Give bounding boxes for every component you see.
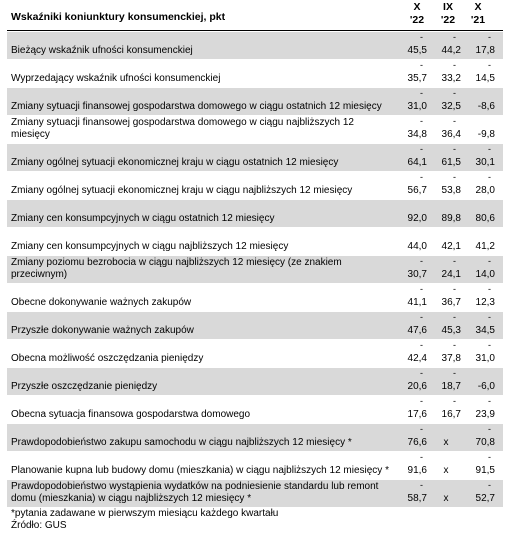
row-value: 36,7 [441, 297, 461, 308]
row-dash-marker: - [420, 312, 423, 322]
row-label: Przyszłe oszczędzanie pieniędzy [11, 381, 158, 392]
footnote: *pytania zadawane w pierwszym miesiącu każdego kwartału [11, 508, 279, 519]
row-value: 42,4 [407, 353, 427, 364]
row-value: -9,8 [477, 129, 495, 140]
row-dash-marker: - [488, 424, 491, 434]
row-dash-marker: - [453, 144, 456, 154]
table-body [7, 31, 503, 507]
row-label: Planowanie kupna lub budowy domu (mieszkania) w ciągu najbliższych 12 miesięcy * [11, 465, 389, 476]
table-row [7, 227, 503, 255]
row-dash-marker: - [420, 256, 423, 266]
row-value: 91,6 [407, 465, 427, 476]
row-value: 56,7 [407, 185, 427, 196]
row-value: 89,8 [441, 213, 461, 224]
row-value: 92,0 [407, 213, 427, 224]
row-value: 45,3 [441, 325, 461, 336]
row-value: x [443, 493, 449, 504]
column-header-x-21: X '21 [470, 1, 486, 26]
row-value: 17,8 [475, 45, 495, 56]
table-row [7, 311, 503, 339]
row-label: Obecna możliwość oszczędzania pieniędzy [11, 353, 204, 364]
table-row [7, 115, 503, 143]
row-dash-marker: - [420, 396, 423, 406]
row-dash-marker: - [453, 368, 456, 378]
row-value: 41,1 [407, 297, 427, 308]
row-dash-marker: - [453, 312, 456, 322]
row-dash-marker: - [488, 144, 491, 154]
row-label: Obecna sytuacja finansowa gospodarstwa domowego [11, 409, 251, 420]
row-value: 80,6 [475, 213, 495, 224]
column-header-x-22: X '22 [409, 1, 425, 26]
table-row [7, 171, 503, 199]
table-row [7, 283, 503, 311]
row-dash-marker: - [420, 284, 423, 294]
row-dash-marker: - [488, 32, 491, 42]
row-value: 16,7 [441, 409, 461, 420]
table-row [7, 451, 503, 479]
row-value: 35,7 [407, 73, 427, 84]
row-dash-marker: - [420, 368, 423, 378]
row-value: 53,8 [441, 185, 461, 196]
row-dash-marker: - [453, 32, 456, 42]
row-value: 58,7 [407, 493, 427, 504]
row-value: -8,6 [477, 101, 495, 112]
row-dash-marker: - [453, 284, 456, 294]
table-row [7, 59, 503, 87]
row-value: x [443, 465, 449, 476]
row-dash-marker: - [453, 396, 456, 406]
row-dash-marker: - [420, 452, 423, 462]
table-row [7, 255, 503, 283]
row-value: 34,8 [407, 129, 427, 140]
row-value: 30,7 [407, 269, 427, 280]
row-value: 37,8 [441, 353, 461, 364]
row-label: Zmiany ogólnej sytuacji ekonomicznej kraju w ciągu ostatnich 12 miesięcy [11, 157, 339, 168]
row-dash-marker: - [488, 60, 491, 70]
row-dash-marker: - [420, 88, 423, 98]
row-dash-marker: - [420, 116, 423, 126]
column-header-ix-22: IX '22 [440, 1, 456, 26]
row-value: 23,9 [475, 409, 495, 420]
row-value: 76,6 [407, 437, 427, 448]
row-value: 28,0 [475, 185, 495, 196]
table-row [7, 199, 503, 227]
table-title: Wskaźniki koniunktury konsumenckiej, pkt [11, 11, 226, 23]
row-label: Zmiany sytuacji finansowej gospodarstwa domowego w ciągu ostatnich 12 miesięcy [11, 101, 382, 112]
row-value: 33,2 [441, 73, 461, 84]
source-note: Źródło: GUS [11, 520, 67, 531]
row-dash-marker: - [453, 340, 456, 350]
row-label: Bieżący wskaźnik ufności konsumenckiej [11, 45, 193, 56]
row-label: Zmiany poziomu bezrobocia w ciągu najbliższych 12 miesięcy (ze znakiem przeciwnym) [11, 257, 342, 280]
row-value: 14,0 [475, 269, 495, 280]
row-value: 32,5 [441, 101, 461, 112]
row-dash-marker: - [420, 32, 423, 42]
table-row [7, 367, 503, 395]
row-dash-marker: - [420, 480, 423, 490]
row-label: Zmiany cen konsumpcyjnych w ciągu ostatnich 12 miesięcy [11, 213, 275, 224]
row-label: Przyszłe dokonywanie ważnych zakupów [11, 325, 194, 336]
row-label: Zmiany ogólnej sytuacji ekonomicznej kraju w ciągu najbliższych 12 miesięcy [11, 185, 353, 196]
row-value: 30,1 [475, 157, 495, 168]
table-row [7, 339, 503, 367]
row-value: 64,1 [407, 157, 427, 168]
row-dash-marker: - [453, 88, 456, 98]
row-dash-marker: - [453, 116, 456, 126]
row-dash-marker: - [420, 60, 423, 70]
row-value: 14,5 [475, 73, 495, 84]
row-dash-marker: - [453, 256, 456, 266]
table-row [7, 31, 503, 59]
row-value: 41,2 [475, 241, 495, 252]
table-row [7, 143, 503, 171]
row-dash-marker: - [453, 60, 456, 70]
table-footer [11, 508, 278, 532]
table-row [7, 423, 503, 451]
row-value: 36,4 [441, 129, 461, 140]
table-row [7, 395, 503, 423]
row-value: 70,8 [475, 437, 495, 448]
row-label: Zmiany cen konsumpcyjnych w ciągu najbliższych 12 miesięcy [11, 241, 289, 252]
table-row [7, 479, 503, 507]
row-value: 44,2 [441, 45, 461, 56]
row-value: 12,3 [475, 297, 495, 308]
row-value: x [443, 437, 449, 448]
row-value: 44,0 [407, 241, 427, 252]
row-dash-marker: - [488, 396, 491, 406]
row-value: 31,0 [407, 101, 427, 112]
row-value: 42,1 [441, 241, 461, 252]
row-label: Zmiany sytuacji finansowej gospodarstwa domowego w ciągu najbliższych 12 miesięcy [11, 117, 354, 140]
row-dash-marker: - [488, 340, 491, 350]
row-value: 47,6 [407, 325, 427, 336]
row-label: Obecne dokonywanie ważnych zakupów [11, 297, 192, 308]
row-value: -6,0 [477, 381, 495, 392]
row-value: 31,0 [475, 353, 495, 364]
row-dash-marker: - [420, 424, 423, 434]
row-value: 17,6 [407, 409, 427, 420]
row-dash-marker: - [488, 312, 491, 322]
row-dash-marker: - [488, 480, 491, 490]
row-dash-marker: - [420, 340, 423, 350]
row-dash-marker: - [488, 284, 491, 294]
row-dash-marker: - [420, 172, 423, 182]
table-header [7, 0, 503, 31]
row-value: 91,5 [475, 465, 495, 476]
row-label: Wyprzedający wskaźnik ufności konsumenckiej [11, 73, 221, 84]
table-row [7, 87, 503, 115]
row-value: 61,5 [441, 157, 461, 168]
row-label: Prawdopodobieństwo zakupu samochodu w ciągu najbliższych 12 miesięcy * [11, 437, 352, 448]
row-value: 45,5 [407, 45, 427, 56]
row-dash-marker: - [488, 172, 491, 182]
row-value: 52,7 [475, 493, 495, 504]
row-dash-marker: - [488, 256, 491, 266]
row-value: 18,7 [441, 381, 461, 392]
row-value: 34,5 [475, 325, 495, 336]
consumer-sentiment-table [7, 0, 503, 507]
row-dash-marker: - [453, 172, 456, 182]
row-value: 20,6 [407, 381, 427, 392]
row-value: 24,1 [441, 269, 461, 280]
row-dash-marker: - [420, 144, 423, 154]
row-label: Prawdopodobieństwo wystąpienia wydatków na podniesienie standardu lub remont domu (mieszkania) w ciągu najbliższych 12 miesięcy * [11, 481, 379, 504]
row-dash-marker: - [488, 452, 491, 462]
